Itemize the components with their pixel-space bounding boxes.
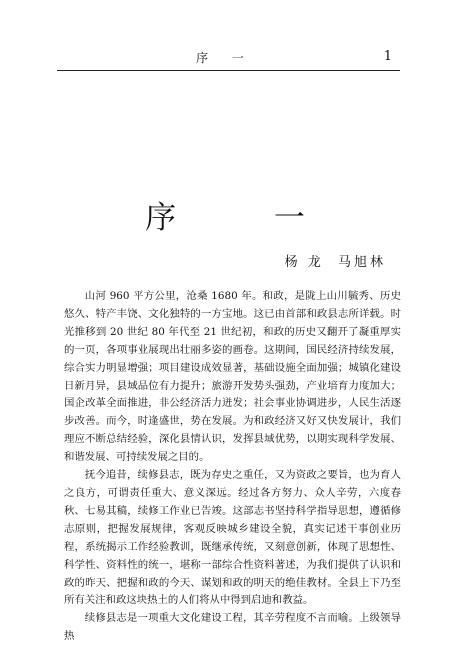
body-text [64, 288, 401, 646]
paragraph-3: 续修县志是一项重大文化建设工程，其辛劳程度不言而喻。上级领导热 [64, 612, 401, 643]
header-divider [57, 70, 400, 71]
author-names: 杨 龙 马旭林 [284, 255, 386, 270]
page-number: 1 [383, 49, 392, 64]
paragraph-1: 山河 960 平方公里，沧桑 1680 年。和政，是陇上山川毓秀、历史悠久、特产丰饶、文化独特的一方宝地。这已由首部和政县志所详载。时光推移到 20 世纪 80 年代至 21 世纪初，和政的历史又翻开了凝重厚实的一页，各项事业展现出壮丽多姿的画卷。这期间，国民经济持续发展，综合实力明显增强；项目建设成效显著，基础设施全面加强；城镇化建设日新月异，县域品位有力提升；旅游开发势头强劲，产业培育力度加大；国企改革全面推进，非公经济活力迸发；社会事业协调进步，人民生活逐步改善。而今，时逢盛世，势在发展。为和政经济又好又快发展计，我们理应不断总结经验，深化县情认识，发挥县域优势，以期实现科学发展、和谐发展、可持续发展之目的。 [64, 290, 401, 464]
header-title: 序 一 [196, 51, 254, 65]
paragraph-2: 抚今追昔，续修县志，既为存史之重任，又为资政之要旨，也为育人之良方，可谓责任重大、意义深远。经过各方努力、众人辛劳，六度春秋、七易其稿，续修工作业已告竣。这部志书坚持科学指导思想，遵循修志原则，把握发展规律，客观反映城乡建设全貌，真实记述干事创业历程，系统揭示工作经验教训，既继承传统，又刻意创新，体现了思想性、科学性、资料性的统一，堪称一部综合性资料著述，为我们提供了认识和政的昨天、把握和政的今天、谋划和政的明天的绝佳教材。全县上下乃至所有关注和政这块热土的人们将从中得到启迪和教益。 [64, 469, 401, 607]
section-title: 序 一 [145, 200, 349, 236]
